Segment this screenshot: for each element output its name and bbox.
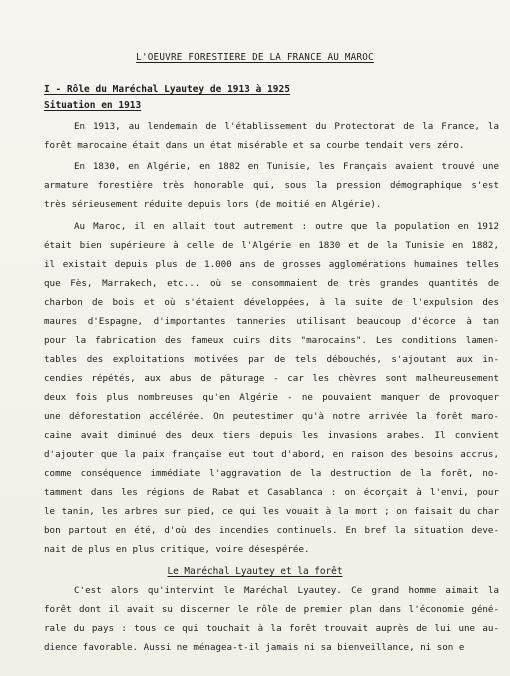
document-title: L'OEUVRE FORESTIERE DE LA FRANCE AU MAROC [136,52,374,63]
paragraph-line: nait de plus en plus critique, voire désespérée. [44,544,310,555]
paragraph-line: comme conséquence immédiate l'aggravation de la destruction de la forêt, no- [44,468,499,479]
paragraph-line: En 1830, en Algérie, en 1882 en Tunisie, les Français avaient trouvé une [74,161,499,172]
paragraph-line: le tanin, les arbres sur pied, ce qui les vouait à la mort ; on faisait du char [44,506,499,517]
paragraph-line: que Fès, Marrakech, etc... où se consommaient de très grandes quantités de [44,278,499,289]
paragraph-line: était bien supérieure à celle de l'Algérie en 1830 et de la Tunisie en 1882, [44,240,499,251]
paragraph-line: deux fois plus nombreuses qu'en Algérie - ne pouvaient manquer de provoquer [44,392,499,403]
paragraph-line: caine avait diminué des deux tiers depuis les invasions arabes. Il convient [44,430,499,441]
paragraph-line: tables des exploitations motivées par de tels débouchés, s'ajoutant aux in- [44,354,499,365]
paragraph-line: forêt marocaine était dans un état misérable et sa courbe tendait vers zéro. [44,140,465,151]
paragraph-line: pour la fabrication des fameux cuirs dits "marocains". Les conditions lamen- [44,335,499,346]
paragraph-line: Au Maroc, il en allait tout autrement : outre que la population en 1912 [74,221,499,232]
paragraph-line: rale du pays : tous ce qui touchait à la forêt trouvait auprès de lui une au- [44,623,499,634]
paragraph-line: bon partout en été, d'où des incendies continuels. En bref la situation deve- [44,525,499,536]
paragraph-line: très sérieusement réduite depuis lors (de moitié en Algérie). [44,199,382,210]
paragraph-line: C'est alors qu'intervint le Maréchal Lyautey. Ce grand homme aimait la [74,585,499,596]
paragraph-line: maures d'Espagne, d'importantes tanneries utilisant beaucoup d'écorce à tan [44,316,499,327]
paragraph-line: tamment dans les régions de Rabat et Casablanca : on écorçait à l'envi, pour [44,487,499,498]
paragraph-line: une déforestation accélérée. On peutestimer qu'à notre arrivée la forêt maro- [44,411,499,422]
paragraph-line: forêt dont il avait su discerner le rôle de premier plan dans l'économie géné- [44,604,499,615]
paragraph-line: d'ajouter que la paix française eut tout d'abord, en raison des besoins accrus, [44,449,499,460]
paragraph-line: charbon de bois et où s'étaient développées, à la suite de l'expulsion des [44,297,499,308]
sub-heading: Situation en 1913 [44,100,142,111]
paragraph-line: il existait depuis plus de 1.000 ans de grosses agglomérations humaines telles [44,259,499,270]
paragraph-line: armature forestière très honorable qui, sous la pression démographique s'est [44,180,499,191]
paragraph-line: En 1913, au lendemain de l'établissement du Protectorat de la France, la [74,121,499,132]
paragraph-line: dience favorable. Aussi ne ménagea-t-il jamais ni sa bienveillance, ni son e [44,642,465,653]
paragraph-line: cendies répétés, aux abus de pâturage - car les chèvres sont malheureusement [44,373,499,384]
section-heading: I - Rôle du Maréchal Lyautey de 1913 à 1925 [44,84,290,95]
sub-heading-lyautey: Le Maréchal Lyautey et la forêt [167,566,343,577]
